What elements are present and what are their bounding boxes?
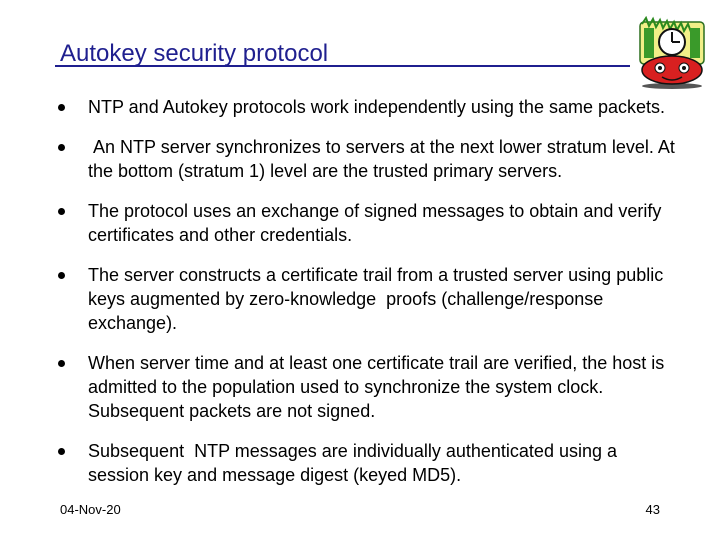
list-item (55, 135, 680, 183)
bullet-text: The protocol uses an exchange of signed messages to obtain and verify certificates and other credentials. (88, 201, 662, 245)
bullet-text: Subsequent NTP messages are individually authenticated using a session key and message digest (keyed MD5). (88, 441, 623, 485)
ntp-clock-mascot-icon (636, 16, 708, 90)
footer-date: 04-Nov-20 (60, 502, 121, 517)
bullet-dot-icon (58, 448, 65, 455)
list-item (55, 351, 675, 423)
bullet-dot-icon (58, 272, 65, 279)
slide-title: Autokey security protocol (60, 40, 329, 67)
bullet-text: An NTP server synchronizes to servers at the next lower stratum level. At the bottom (stratum 1) level are the trusted primary servers. (88, 137, 680, 181)
bullet-text: The server constructs a certificate trail from a trusted server using public keys augmented by zero-knowledge proofs (challenge/response exchange). (88, 265, 669, 333)
list-item (55, 263, 675, 335)
bullet-dot-icon (58, 208, 65, 215)
list-item (55, 95, 675, 119)
bullet-text: NTP and Autokey protocols work independently using the same packets. (88, 97, 666, 117)
title-underline (55, 65, 630, 67)
bullet-dot-icon (58, 360, 65, 367)
bullet-text: When server time and at least one certificate trail are verified, the host is admitted to the population used to synchronize the system clock. Subsequent packets are not signed. (88, 353, 665, 421)
page-number: 43 (645, 502, 660, 517)
bullet-list (55, 95, 680, 503)
list-item (55, 439, 675, 487)
bullet-dot-icon (58, 104, 65, 111)
list-item (55, 199, 675, 247)
bullet-dot-icon (58, 144, 65, 151)
